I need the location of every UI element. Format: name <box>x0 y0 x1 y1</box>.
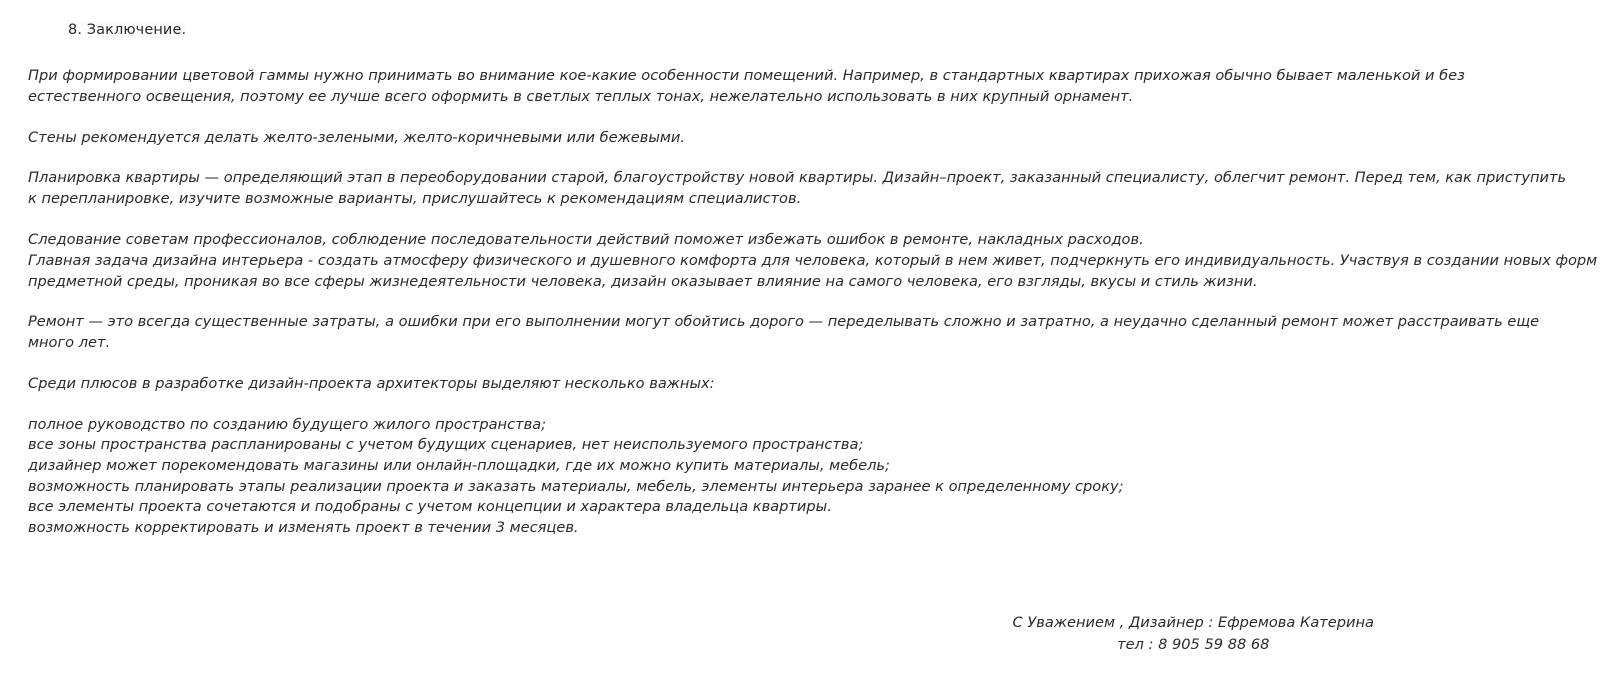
list-item: возможность планировать этапы реализации проекта и заказать материалы, мебель, элементы интерьера заранее к определенному сроку; <box>28 477 1124 495</box>
list-item: дизайнер может порекомендовать магазины или онлайн-площадки, где их можно купить материалы, мебель; <box>28 456 890 474</box>
list-item: возможность корректировать и изменять проект в течении 3 месяцев. <box>28 518 579 536</box>
paragraph-color-scheme <box>28 66 1600 108</box>
paragraph-line: Среди плюсов в разработке дизайн-проекта архитекторы выделяют несколько важных: <box>28 374 715 392</box>
paragraph-line: предметной среды, проникая во все сферы жизнедеятельности человека, дизайн оказывает влияние на самого человека, его взгляды, вкусы и стиль жизни. <box>28 272 1258 290</box>
paragraph-line: Следование советам профессионалов, соблюдение последовательности действий поможет избежать ошибок в ремонте, накладных расходов. <box>28 230 1144 248</box>
signature-name: С Уважением , Дизайнер : Ефремова Катерина <box>1012 614 1374 631</box>
paragraph-line: Ремонт — это всегда существенные затраты, а ошибки при его выполнении могут обойтись дорого — переделывать сложно и затратно, а неудачно сделанный ремонт может расстраивать еще <box>28 313 1540 331</box>
paragraph-benefits-intro <box>28 374 1600 395</box>
paragraph-line: При формировании цветовой гаммы нужно принимать во внимание кое-какие особенности помещений. Например, в стандартных квартирах прихожая обычно бывает маленькой и без <box>28 67 1465 84</box>
paragraph-line: много лет. <box>28 334 111 352</box>
paragraph-walls <box>28 128 1600 149</box>
list-item: полное руководство по созданию будущего жилого пространства; <box>28 415 547 433</box>
list-item: все элементы проекта сочетаются и подобраны с учетом концепции и характера владельца квартиры. <box>28 498 832 516</box>
paragraph-line: Стены рекомендуется делать желто-зелеными, желто-коричневыми или бежевыми. <box>28 128 685 146</box>
paragraph-line: к перепланировке, изучите возможные варианты, прислушайтесь к рекомендациям специалистов. <box>28 190 802 208</box>
document-body <box>28 66 1600 538</box>
paragraph-professionals <box>28 230 1600 292</box>
benefits-list <box>28 415 1600 539</box>
list-item: все зоны пространства распланированы с учетом будущих сценариев, нет неиспользуемого пространства; <box>28 436 864 454</box>
signature-block <box>1013 612 1374 656</box>
paragraph-line: Главная задача дизайна интерьера - создать атмосферу физического и душевного комфорта для человека, который в нем живет, подчеркнуть его индивидуальность. Участвуя в создании новых форм <box>28 251 1598 269</box>
section-heading: 8. Заключение. <box>68 22 187 38</box>
paragraph-planning <box>28 168 1600 210</box>
paragraph-line: Планировка квартиры — определяющий этап в переоборудовании старой, благоустройству новой квартиры. Дизайн–проект, заказанный специалисту, облегчит ремонт. Перед тем, как приступить <box>28 169 1567 187</box>
paragraph-repair-costs <box>28 312 1600 354</box>
signature-phone: тел : 8 905 59 88 68 <box>1117 636 1270 653</box>
paragraph-line: естественного освещения, поэтому ее лучше всего оформить в светлых теплых тонах, нежелательно использовать в них крупный орнамент. <box>28 87 1134 105</box>
